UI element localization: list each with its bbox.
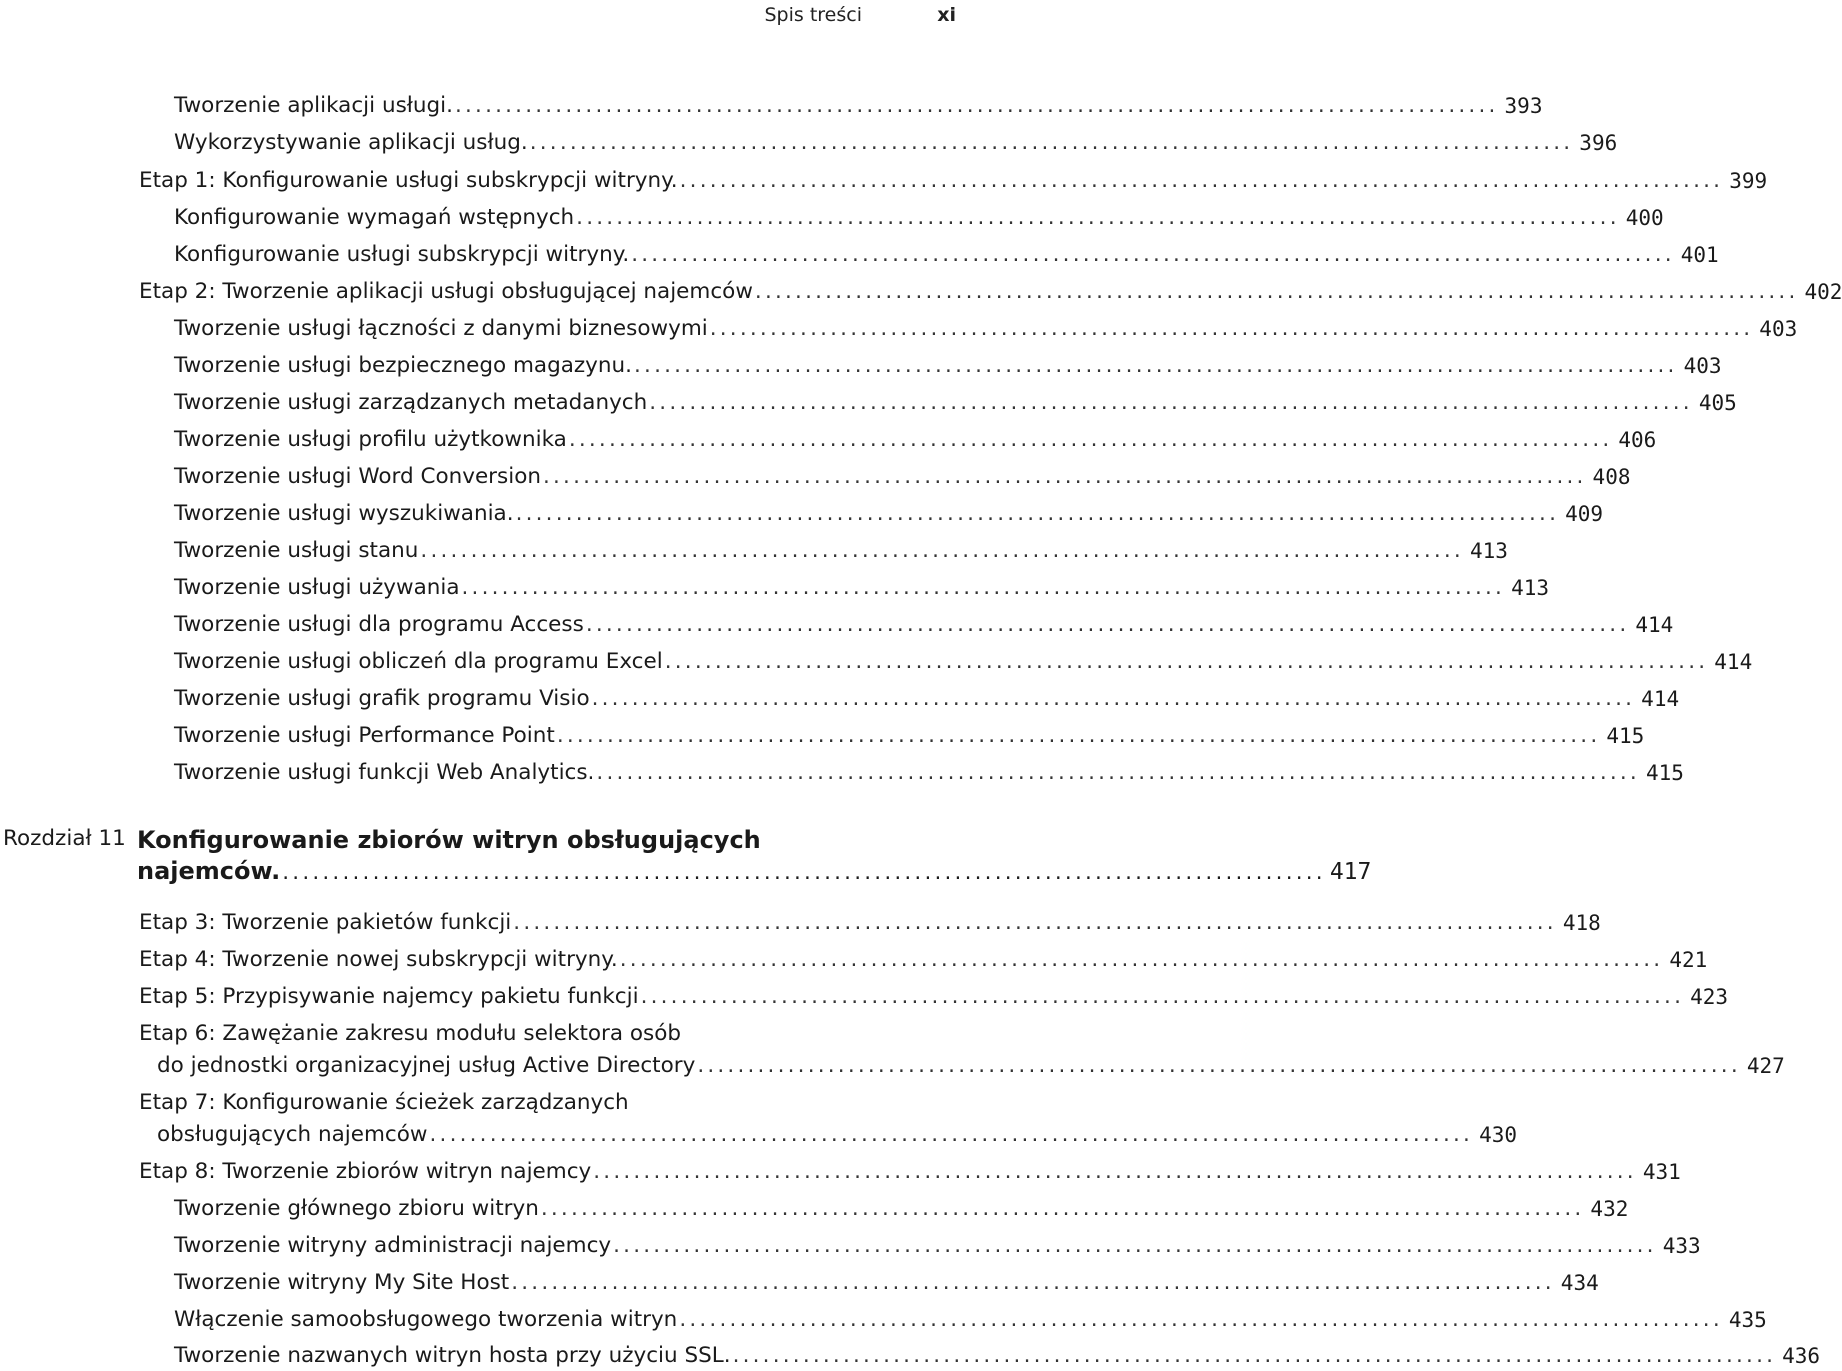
toc-entry[interactable] xyxy=(139,168,1768,194)
toc-entry-page: 434 xyxy=(1560,1271,1599,1295)
toc-entry[interactable] xyxy=(139,947,1708,973)
toc-entry-page: 403 xyxy=(1759,317,1798,341)
toc-entry-page: 402 xyxy=(1804,280,1842,304)
toc-entry-title: Konfigurowanie wymagań wstępnych xyxy=(174,205,575,230)
toc-entry-title: Tworzenie witryny administracji najemcy xyxy=(174,1233,612,1258)
toc-entry[interactable] xyxy=(174,723,1645,749)
toc-entry-page: 413 xyxy=(1511,576,1550,600)
dot-leader: ........................................................................................................ xyxy=(634,353,1678,378)
toc-entry-title: Tworzenie usługi bezpiecznego magazynu. xyxy=(174,353,632,378)
dot-leader: ........................................................................................................ xyxy=(420,538,1464,563)
chapter-title-line1: Konfigurowanie zbiorów witryn obsługujących xyxy=(137,826,761,854)
dot-leader: ........................................................................................................ xyxy=(754,279,1799,304)
toc-entry-page: 400 xyxy=(1625,206,1664,230)
toc-entry[interactable] xyxy=(174,242,1719,268)
chapter-entry[interactable] xyxy=(137,857,1372,885)
toc-entry[interactable] xyxy=(174,1343,1821,1369)
toc-entry[interactable] xyxy=(174,501,1604,527)
toc-entry-title: Tworzenie aplikacji usługi. xyxy=(174,93,453,118)
toc-entry-title: Etap 5: Przypisywanie najemcy pakietu funkcji xyxy=(139,984,639,1009)
dot-leader: ........................................................................................................ xyxy=(591,686,1636,711)
toc-entry-page: 414 xyxy=(1635,613,1674,637)
toc-entry-page: 403 xyxy=(1683,354,1722,378)
toc-entry-title: Tworzenie usługi stanu xyxy=(174,538,419,563)
running-head-section: Spis treści xyxy=(764,4,862,26)
toc-entry-title: Tworzenie usługi wyszukiwania. xyxy=(174,501,514,526)
toc-entry-page: 415 xyxy=(1645,761,1684,785)
toc-entry-page: 432 xyxy=(1590,1197,1629,1221)
toc-entry-page: 433 xyxy=(1662,1234,1701,1258)
toc-entry-page: 413 xyxy=(1469,539,1508,563)
dot-leader: ........................................................................................................ xyxy=(515,501,1560,526)
toc-entry-page: 408 xyxy=(1592,465,1631,489)
toc-entry-title: Tworzenie usługi używania xyxy=(174,575,460,600)
toc-entry-page: 431 xyxy=(1642,1160,1681,1184)
toc-entry[interactable] xyxy=(139,910,1601,936)
dot-leader: ........................................................................................................ xyxy=(454,93,1499,118)
toc-entry-title: Wykorzystywanie aplikacji usług. xyxy=(174,130,528,155)
dot-leader: ........................................................................................................ xyxy=(556,723,1601,748)
toc-entry[interactable] xyxy=(174,1233,1701,1259)
toc-entry[interactable] xyxy=(139,279,1842,305)
toc-entry-title: Konfigurowanie usługi subskrypcji witryny. xyxy=(174,242,630,267)
dot-leader: ........................................................................................................ xyxy=(596,760,1640,785)
toc-entry[interactable] xyxy=(174,1196,1629,1222)
toc-entry-title: Tworzenie usługi Performance Point xyxy=(174,723,555,748)
toc-entry[interactable] xyxy=(174,130,1618,156)
toc-entry-page: 418 xyxy=(1562,911,1601,935)
toc-entry-page: 393 xyxy=(1504,94,1543,118)
dot-leader: ........................................................................................................ xyxy=(540,1196,1585,1221)
dot-leader: ........................................................................................................ xyxy=(429,1122,1474,1147)
dot-leader: ........................................................................................................ xyxy=(679,168,1724,193)
running-head xyxy=(0,3,960,27)
chapter-label: Rozdział 11 xyxy=(3,826,126,851)
dot-leader: ........................................................................................................ xyxy=(709,316,1754,341)
toc-entry-page: 427 xyxy=(1746,1054,1785,1078)
toc-entry-page: 409 xyxy=(1565,502,1604,526)
toc-entry-title: Tworzenie usługi Word Conversion xyxy=(174,464,541,489)
toc-entry-page: 405 xyxy=(1698,391,1737,415)
toc-entry-page: 406 xyxy=(1618,428,1657,452)
toc-entry-title: Włączenie samoobsługowego tworzenia witryn xyxy=(174,1307,678,1332)
toc-entry-title-first-line: Etap 7: Konfigurowanie ścieżek zarządzanych xyxy=(139,1090,629,1115)
dot-leader: ........................................................................................................ xyxy=(542,464,1587,489)
dot-leader: ........................................................................................................ xyxy=(649,390,1693,415)
toc-entry-title: Tworzenie nazwanych witryn hosta przy użyciu SSL. xyxy=(174,1343,731,1368)
toc-entry-page: 423 xyxy=(1690,985,1729,1009)
toc-entry-title: Tworzenie usługi funkcji Web Analytics. xyxy=(174,760,595,785)
toc-entry[interactable] xyxy=(174,353,1722,379)
toc-entry[interactable] xyxy=(174,427,1657,453)
toc-entry-page: 401 xyxy=(1680,243,1719,267)
toc-entry-title: Tworzenie głównego zbioru witryn xyxy=(174,1196,539,1221)
dot-leader: ........................................................................................................ xyxy=(593,1159,1637,1184)
toc-entry[interactable] xyxy=(174,390,1737,416)
toc-entry-title: Etap 2: Tworzenie aplikacji usługi obsługującej najemców xyxy=(139,279,753,304)
toc-entry-page: 396 xyxy=(1579,131,1618,155)
toc-entry[interactable] xyxy=(139,1159,1681,1185)
dot-leader: ........................................................................................................ xyxy=(613,1233,1657,1258)
dot-leader: ........................................................................................................ xyxy=(679,1307,1723,1332)
toc-entry-title: Tworzenie usługi grafik programu Visio xyxy=(174,686,590,711)
toc-entry[interactable] xyxy=(174,464,1631,490)
toc-entry-page: 399 xyxy=(1729,169,1768,193)
chapter-page: 417 xyxy=(1329,859,1372,885)
dot-leader: ........................................................................................................ xyxy=(664,649,1709,674)
dot-leader: ........................................................................................................ xyxy=(631,242,1675,267)
toc-entry-page: 421 xyxy=(1669,948,1708,972)
toc-entry[interactable] xyxy=(174,538,1508,564)
dot-leader: ........................................................................................................ xyxy=(568,427,1613,452)
dot-leader: ........................................................................................................ xyxy=(511,1270,1555,1295)
dot-leader: ........................................................................................................ xyxy=(619,947,1664,972)
toc-entry[interactable] xyxy=(139,984,1729,1010)
dot-leader: ........................................................................................................ xyxy=(461,575,1506,600)
dot-leader: ........................................................................................................ xyxy=(585,612,1630,637)
dot-leader: ........................................................................................................ xyxy=(640,984,1685,1009)
dot-leader: ........................................................................................................ xyxy=(732,1343,1777,1368)
toc-entry-title: Tworzenie usługi łączności z danymi biznesowymi xyxy=(174,316,708,341)
toc-entry-page: 435 xyxy=(1728,1308,1767,1332)
toc-entry-title: Tworzenie usługi zarządzanych metadanych xyxy=(174,390,648,415)
dot-leader: ........................................................................................................ xyxy=(282,860,1326,885)
toc-entry[interactable] xyxy=(174,612,1674,638)
toc-entry-title: Etap 1: Konfigurowanie usługi subskrypcji witryny. xyxy=(139,168,678,193)
toc-entry[interactable] xyxy=(174,686,1680,712)
toc-entry-title: do jednostki organizacyjnej usług Active Directory xyxy=(157,1053,696,1078)
toc-entry-title: Etap 3: Tworzenie pakietów funkcji xyxy=(139,910,512,935)
dot-leader: ........................................................................................................ xyxy=(576,205,1620,230)
toc-entry[interactable] xyxy=(157,1122,1517,1148)
toc-entry-page: 436 xyxy=(1782,1344,1821,1368)
dot-leader: ........................................................................................................ xyxy=(513,910,1557,935)
toc-entry-page: 415 xyxy=(1606,724,1645,748)
toc-entry[interactable] xyxy=(174,205,1664,231)
toc-entry-title: Tworzenie usługi dla programu Access xyxy=(174,612,584,637)
toc-entry[interactable] xyxy=(174,760,1684,786)
toc-entry[interactable] xyxy=(157,1053,1785,1079)
toc-entry-page: 414 xyxy=(1641,687,1680,711)
chapter-title-line2: najemców. xyxy=(137,857,281,885)
toc-entry[interactable] xyxy=(174,649,1753,675)
toc-entry[interactable] xyxy=(174,93,1543,119)
toc-entry-page: 430 xyxy=(1479,1123,1517,1147)
toc-entry[interactable] xyxy=(174,575,1550,601)
toc-entry[interactable] xyxy=(174,316,1798,342)
toc-entry-title: Etap 8: Tworzenie zbiorów witryn najemcy xyxy=(139,1159,592,1184)
toc-entry-title-first-line: Etap 6: Zawężanie zakresu modułu selektora osób xyxy=(139,1021,682,1046)
dot-leader: ........................................................................................................ xyxy=(697,1053,1741,1078)
toc-entry[interactable] xyxy=(174,1307,1767,1333)
running-head-page-number: xi xyxy=(937,4,956,26)
toc-entry-title: Tworzenie usługi obliczeń dla programu Excel xyxy=(174,649,663,674)
toc-entry-title: Tworzenie witryny My Site Host xyxy=(174,1270,510,1295)
toc-entry-page: 414 xyxy=(1714,650,1753,674)
toc-entry-title: Tworzenie usługi profilu użytkownika xyxy=(174,427,567,452)
dot-leader: ........................................................................................................ xyxy=(529,130,1574,155)
toc-entry-title: obsługujących najemców xyxy=(157,1122,428,1147)
toc-entry[interactable] xyxy=(174,1270,1599,1296)
toc-entry-title: Etap 4: Tworzenie nowej subskrypcji witryny. xyxy=(139,947,618,972)
